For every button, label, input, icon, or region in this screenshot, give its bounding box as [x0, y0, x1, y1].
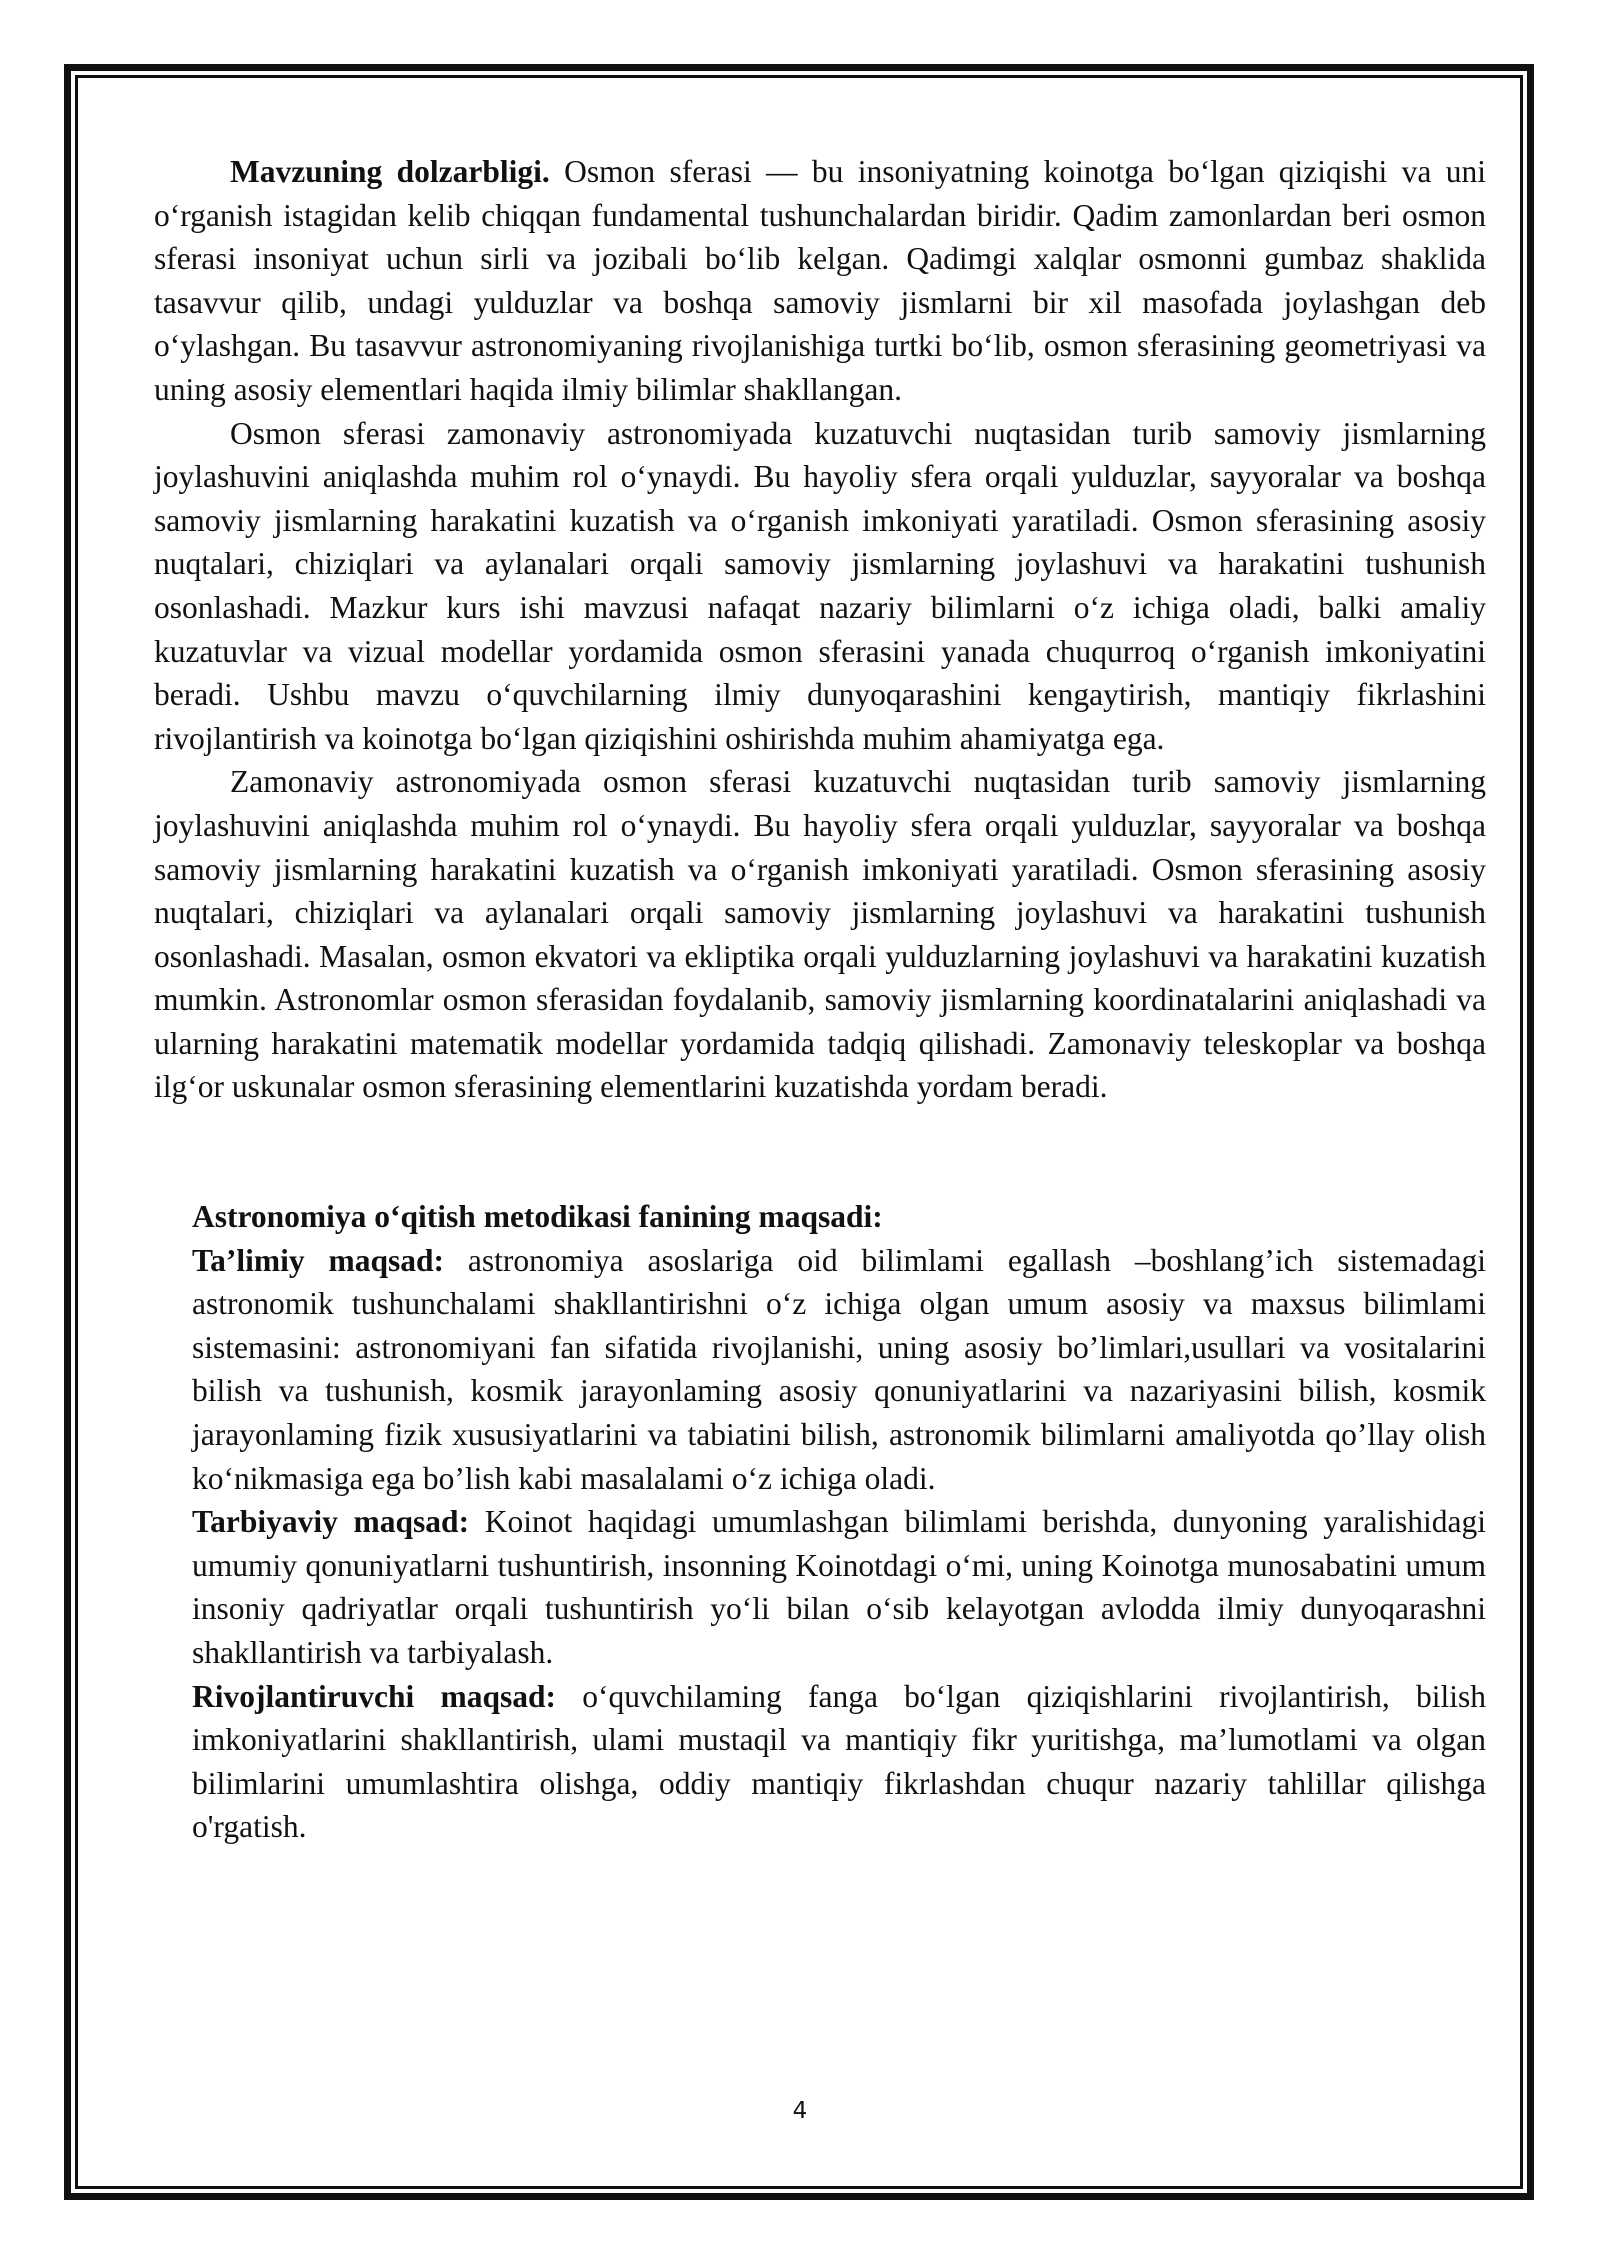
- upbringing-goal-paragraph: [192, 1500, 1486, 1674]
- goals-heading: Astronomiya o‘qitish metodikasi fanining maqsadi:: [192, 1199, 883, 1235]
- upbringing-goal-text: Koinot haqidagi umumlashgan bilimlami berishda, dunyoning yaralishidagi umumiy qonuniyatlarni tushuntirish, insonning Koinotdagi o‘mi, uning Koinotga munosabatini umum insoniy qadriyatlar orqali tushuntirish yo‘li bilan o‘sib kelayotgan avlodda ilmiy dunyoqarashni shakllantirish va tarbiyalash.: [192, 1504, 1486, 1670]
- goals-section: [154, 1195, 1486, 1849]
- educational-goal-text: astronomiya asoslariga oid bilimlami egallash –boshlang’ich sistemadagi astronomik tushunchalami shakllantirishni o‘z ichiga olgan umum asosiy va maxsus bilimlami sistemasini: astronomiyani fan sifatida rivojlanishi, uning asosiy bo’limlari,usullari va vositalarini bilish va tushunish, kosmik jarayonlaming asosiy qonuniyatlarini va nazariyasini bilish, kosmik jarayonlaming fizik xususiyatlarini va tabiatini bilish, astronomik bilimlarni amaliyotda qo’llay olish ko‘nikmasiga ega bo’lish kabi masalalami o‘z ichiga oladi.: [192, 1242, 1486, 1496]
- educational-goal-label: Ta’limiy maqsad:: [192, 1242, 445, 1278]
- relevance-heading: Mavzuning dolzarbligi.: [230, 154, 550, 189]
- upbringing-goal-label: Tarbiyaviy maqsad:: [192, 1504, 470, 1540]
- educational-goal-paragraph: [192, 1239, 1486, 1501]
- relevance-text: Osmon sferasi — bu insoniyatning koinotga bo‘lgan qiziqishi va uni o‘rganish istagidan kelib chiqqan fundamental tushunchalardan biridir. Qadim zamonlardan beri osmon sferasi insoniyat uchun sirli va jozibali bo‘lib kelgan. Qadimgi xalqlar osmonni gumbaz shaklida tasavvur qilib, undagi yulduzlar va boshqa samoviy jismlarni bir xil masofada joylashgan deb o‘ylashgan. Bu tasavvur astronomiyaning rivojlanishiga turtki bo‘lib, osmon sferasining geometriyasi va uning asosiy elementlari haqida ilmiy bilimlar shakllangan.: [154, 154, 1486, 407]
- developmental-goal-label: Rivojlantiruvchi maqsad:: [192, 1678, 557, 1714]
- page-content: [154, 150, 1486, 1849]
- developmental-goal-paragraph: [192, 1675, 1486, 1849]
- relevance-paragraph: [154, 150, 1486, 412]
- celestial-sphere-paragraph: Osmon sferasi zamonaviy astronomiyada kuzatuvchi nuqtasidan turib samoviy jismlarning joylashuvini aniqlashda muhim rol o‘ynaydi. Bu hayoliy sfera orqali yulduzlar, sayyoralar va boshqa samoviy jismlarning harakatini kuzatish va o‘rganish imkoniyati yaratiladi. Osmon sferasining asosiy nuqtalari, chiziqlari va aylanalari orqali samoviy jismlarning joylashuvi va harakatini tushunish osonlashadi. Mazkur kurs ishi mavzusi nafaqat nazariy bilimlarni o‘z ichiga oladi, balki amaliy kuzatuvlar va vizual modellar yordamida osmon sferasini yanada chuqurroq o‘rganish imkoniyatini beradi. Ushbu mavzu o‘quvchilarning ilmiy dunyoqarashini kengaytirish, mantiqiy fikrlashini rivojlantirish va koinotga bo‘lgan qiziqishini oshirishda muhim ahamiyatga ega.: [154, 415, 1486, 756]
- developmental-goal-text: o‘quvchilaming fanga bo‘lgan qiziqishlarini rivojlantirish, bilish imkoniyatlarini shakllantirish, ulami mustaqil va mantiqiy fikr yuritishga, ma’lumotlami va olgan bilimlarini umumlashtira olishga, oddiy mantiqiy fikrlashdan chuqur nazariy tahlillar qilishga o'rgatish.: [192, 1678, 1486, 1845]
- page-number: 4: [792, 2098, 808, 2124]
- modern-astronomy-paragraph: Zamonaviy astronomiyada osmon sferasi kuzatuvchi nuqtasidan turib samoviy jismlarning joylashuvini aniqlashda muhim rol o‘ynaydi. Bu hayoliy sfera orqali yulduzlar, sayyoralar va boshqa samoviy jismlarning harakatini kuzatish va o‘rganish imkoniyati yaratiladi. Osmon sferasining asosiy nuqtalari, chiziqlari va aylanalari orqali samoviy jismlarning joylashuvi va harakatini tushunish osonlashadi. Masalan, osmon ekvatori va ekliptika orqali yulduzlarning joylashuvi va harakatini kuzatish mumkin. Astronomlar osmon sferasidan foydalanib, samoviy jismlarning koordinatalarini aniqlashadi va ularning harakatini matematik modellar yordamida tadqiq qilishadi. Zamonaviy teleskoplar va boshqa ilg‘or uskunalar osmon sferasining elementlarini kuzatishda yordam beradi.: [154, 764, 1486, 1105]
